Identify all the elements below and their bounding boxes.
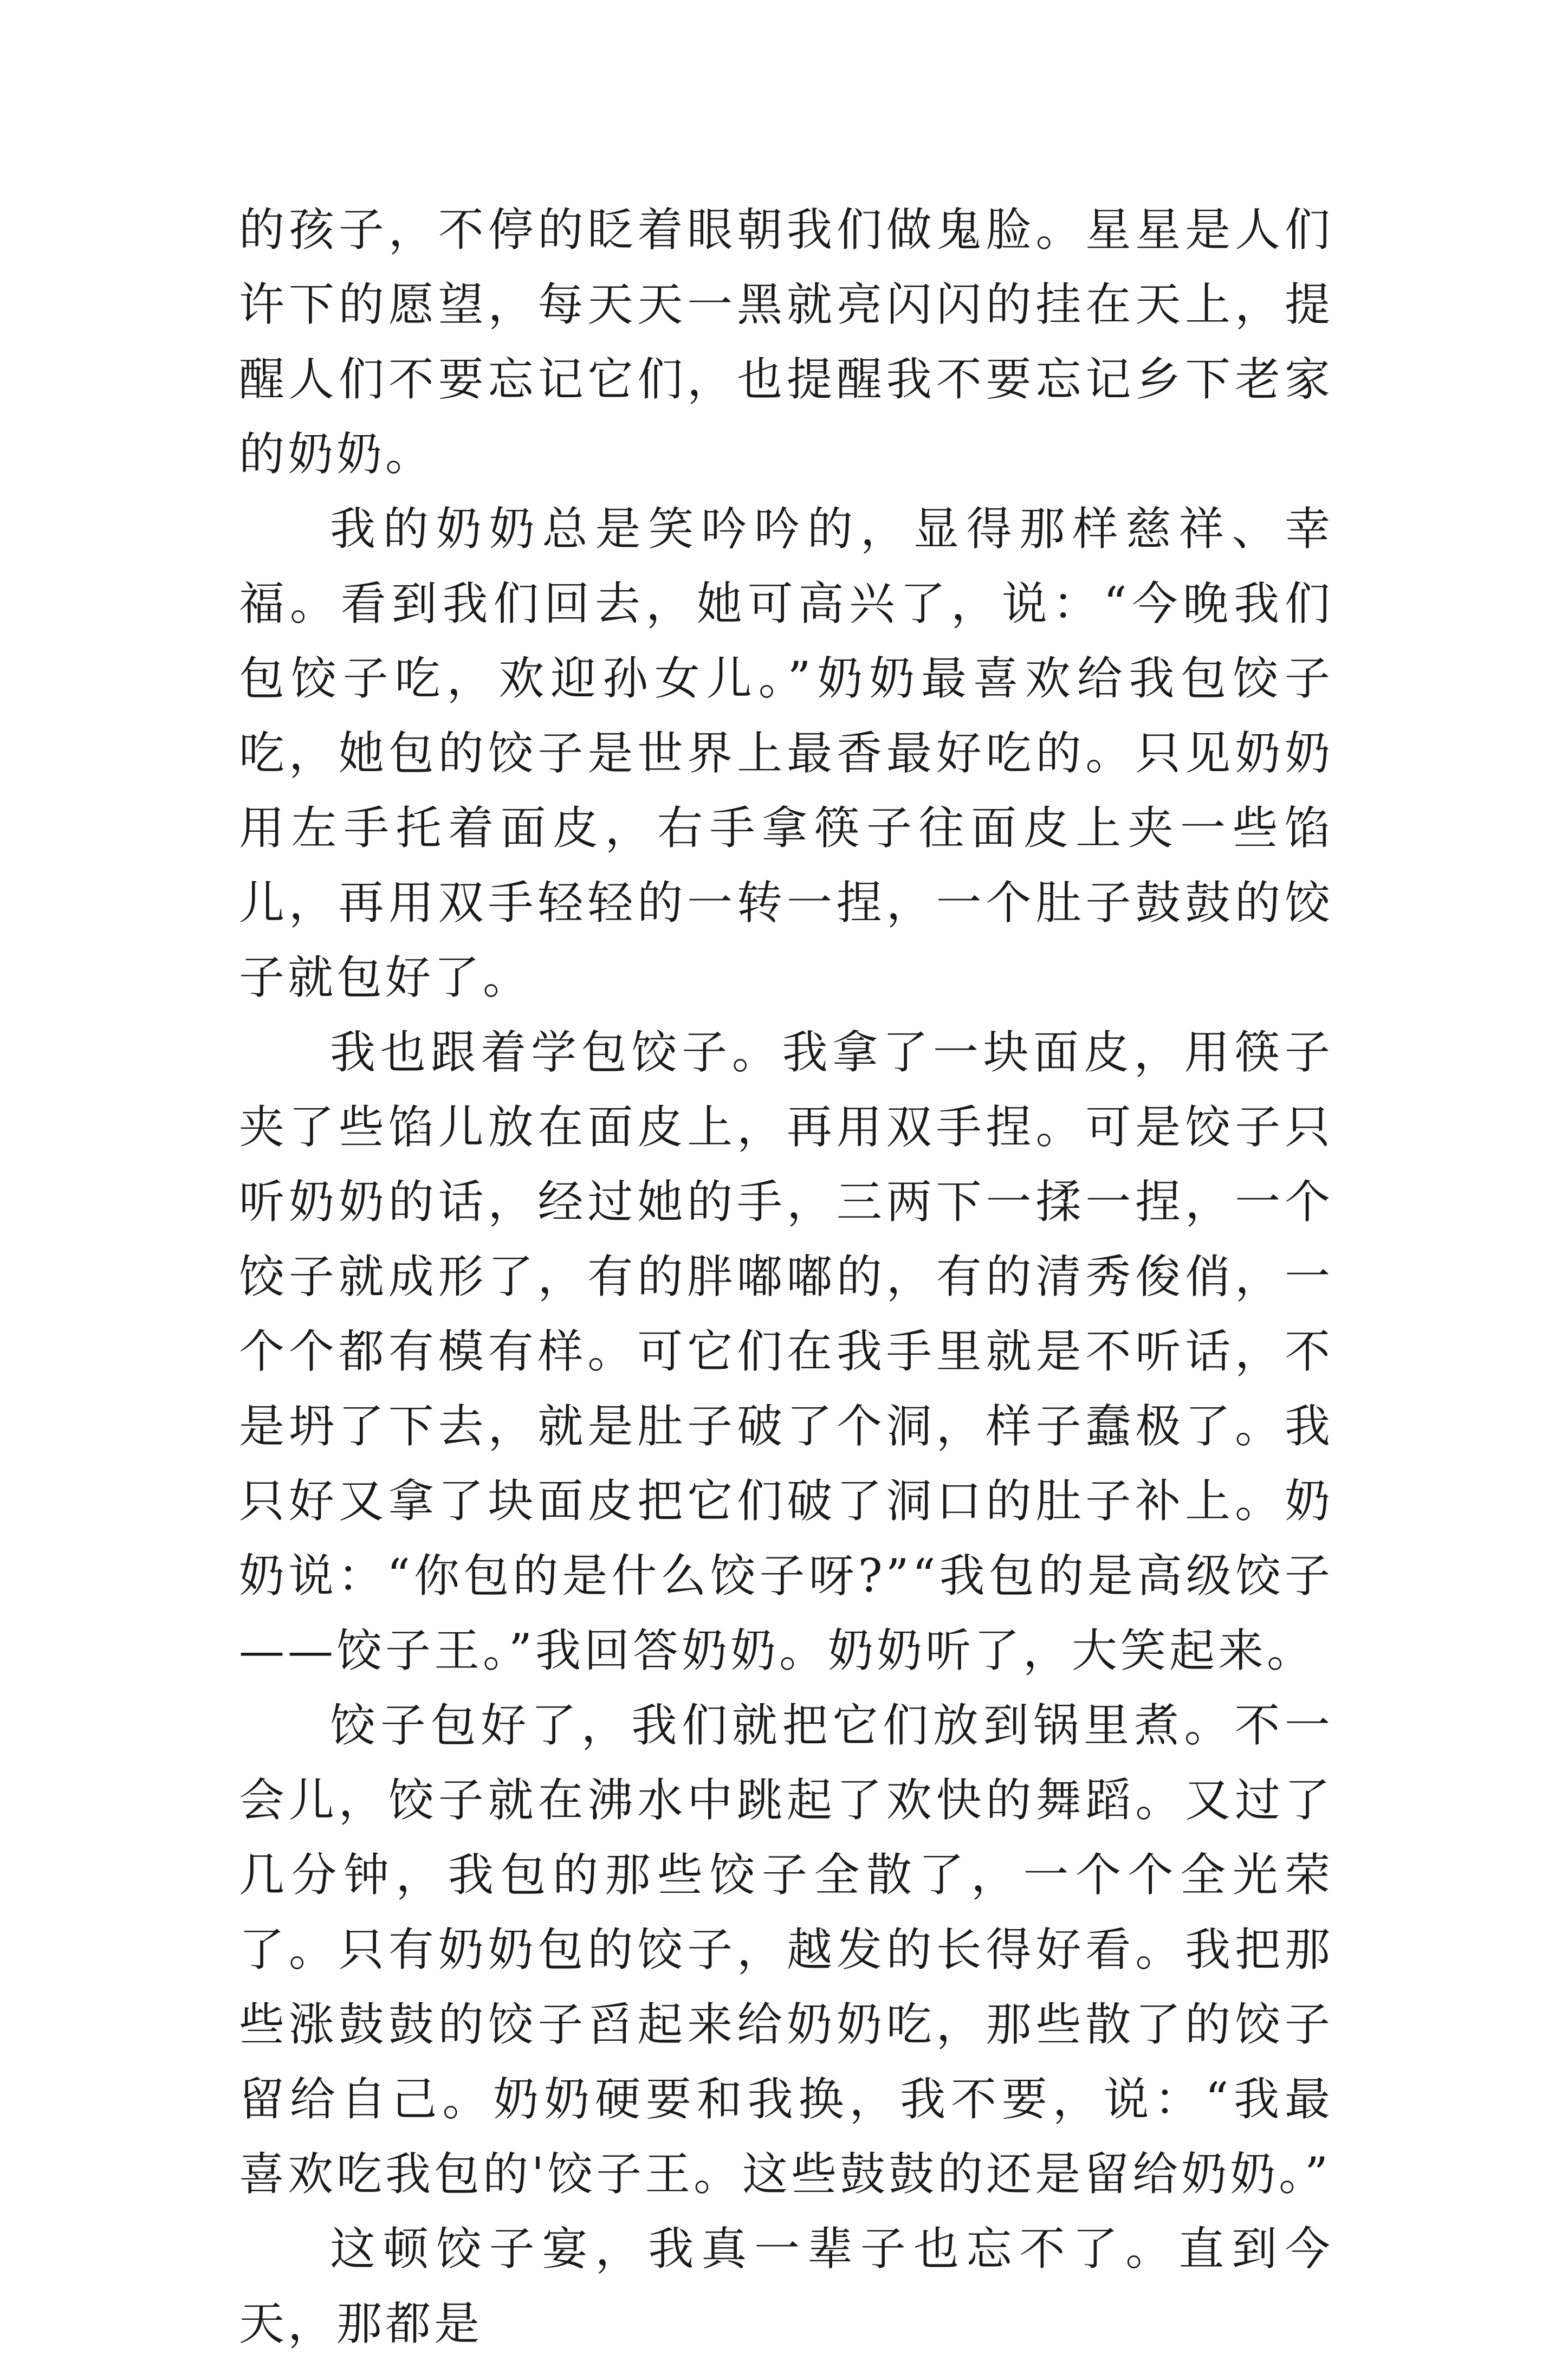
body-text <box>239 192 1333 2361</box>
paragraph-3: 我也跟着学包饺子。我拿了一块面皮，用筷子夹了些馅儿放在面皮上，再用双手捏。可是饺子只听奶奶的话，经过她的手，三两下一揉一捏，一个饺子就成形了，有的胖嘟嘟的，有的清秀俊俏，一个个都有模有样。可它们在我手里就是不听话，不是坍了下去，就是肚子破了个洞，样子蠢极了。我只好又拿了块面皮把它们破了洞口的肚子补上。奶奶说：“你包的是什么饺子呀?”“我包的是高级饺子——饺子王。”我回答奶奶。奶奶听了，大笑起来。 <box>239 1026 1333 1677</box>
paragraph-4: 饺子包好了，我们就把它们放到锅里煮。不一会儿，饺子就在沸水中跳起了欢快的舞蹈。又过了几分钟，我包的那些饺子全散了，一个个全光荣了。只有奶奶包的饺子，越发的长得好看。我把那些涨鼓鼓的饺子舀起来给奶奶吃，那些散了的饺子留给自己。奶奶硬要和我换，我不要，说：“我最喜欢吃我包的'饺子王。这些鼓鼓的还是留给奶奶。” <box>239 1699 1333 2201</box>
paragraph-5: 这顿饺子宴，我真一辈子也忘不了。直到今天，那都是 <box>239 2222 1333 2350</box>
paragraph-2: 我的奶奶总是笑吟吟的，显得那样慈祥、幸福。看到我们回去，她可高兴了，说：“今晚我们包饺子吃，欢迎孙女儿。”奶奶最喜欢给我包饺子吃，她包的饺子是世界上最香最好吃的。只见奶奶用左手托着面皮，右手拿筷子往面皮上夹一些馅儿，再用双手轻轻的一转一捏，一个肚子鼓鼓的饺子就包好了。 <box>239 502 1333 1004</box>
paragraph-1: 的孩子，不停的眨着眼朝我们做鬼脸。星星是人们许下的愿望，每天天一黑就亮闪闪的挂在天上，提醒人们不要忘记它们，也提醒我不要忘记乡下老家的奶奶。 <box>239 203 1333 481</box>
